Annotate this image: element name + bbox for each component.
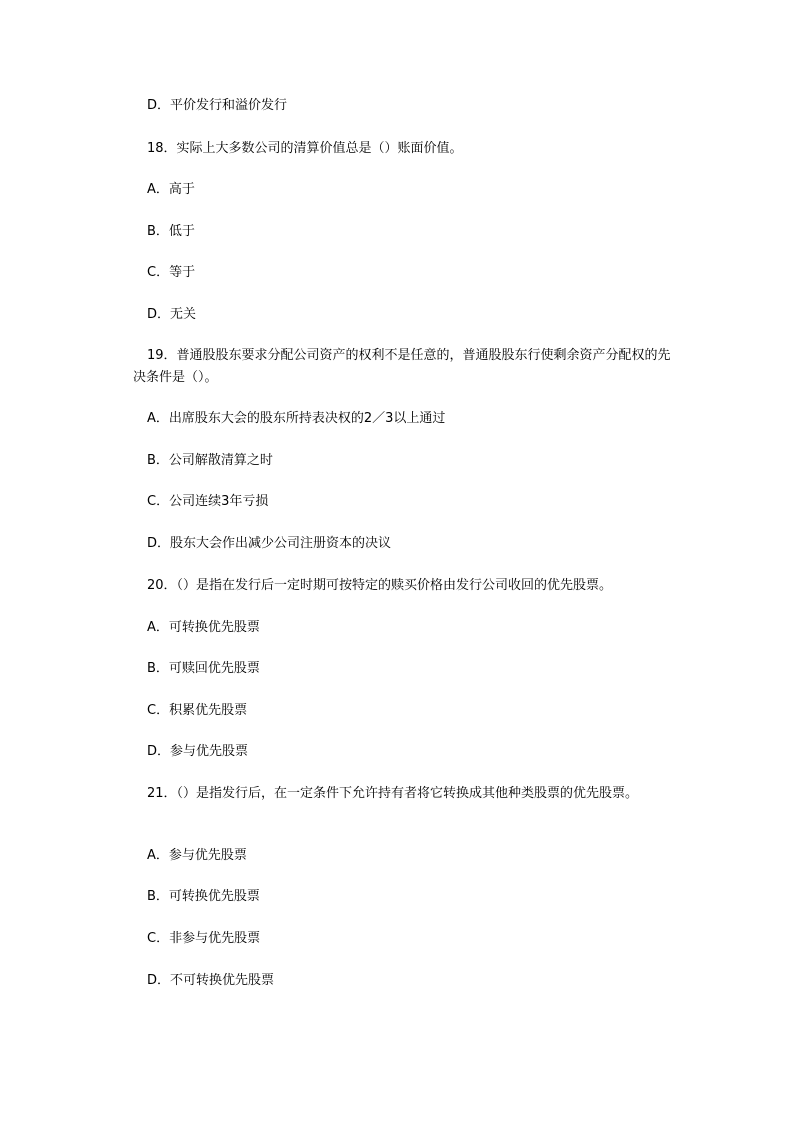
q20-option-a: A．可转换优先股票 [147,620,260,635]
q18-option-d: D．无关 [147,307,197,322]
q21-option-c: C．非参与优先股票 [147,931,261,946]
q20-option-c: C．积累优先股票 [147,703,248,718]
q21-option-d: D．不可转换优先股票 [147,973,275,988]
q21-option-a: A．参与优先股票 [147,848,247,863]
q21-question: 21．（）是指发行后，在一定条件下允许持有者将它转换成其他种类股票的优先股票。 [147,786,639,801]
q19-option-b: B．公司解散清算之时 [147,453,273,468]
q18-question: 18．实际上大多数公司的清算价值总是（）账面价值。 [147,141,463,156]
q19-option-c: C．公司连续3年亏损 [147,494,269,509]
q19-option-d: D．股东大会作出减少公司注册资本的决议 [147,536,392,551]
q20-question: 20．（）是指在发行后一定时期可按特定的赎买价格由发行公司收回的优先股票。 [147,578,613,593]
q17-option-d: D．平价发行和溢价发行 [147,98,288,113]
q18-option-a: A．高于 [147,182,195,197]
q20-option-d: D．参与优先股票 [147,744,249,759]
q18-option-c: C．等于 [147,265,196,280]
q19-option-a: A．出席股东大会的股东所持表决权的2／3以上通过 [147,411,446,426]
q19-question: 19．普通股股东要求分配公司资产的权利不是任意的，普通股股东行使剩余资产分配权的先决条件是（）。 [133,348,671,385]
q18-option-b: B．低于 [147,224,195,239]
q20-option-b: B．可赎回优先股票 [147,661,260,676]
q21-option-b: B．可转换优先股票 [147,889,260,904]
